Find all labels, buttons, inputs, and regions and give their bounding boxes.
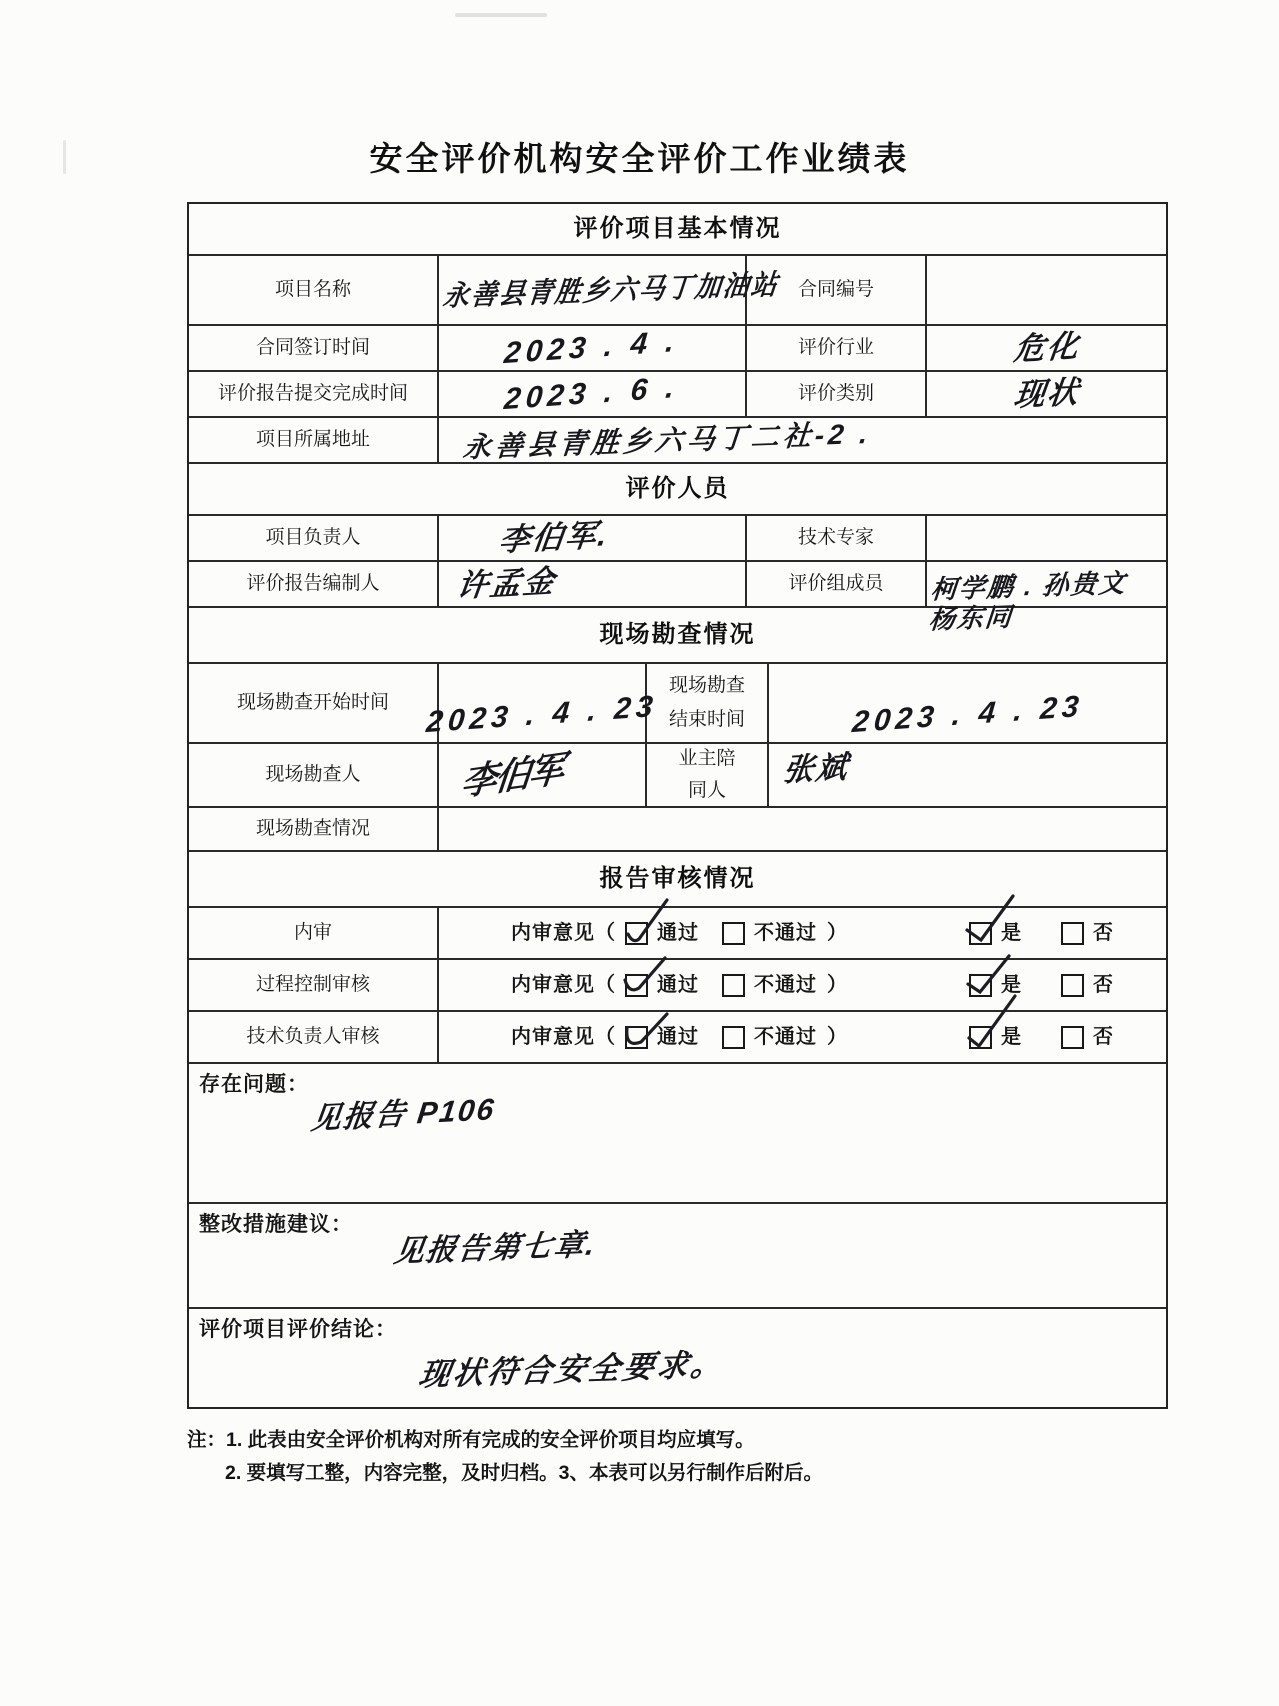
- section4-header: 报告审核情况: [599, 865, 756, 892]
- problems-row: [189, 1062, 1166, 1202]
- handwriting-team-members-line2: 杨东同: [927, 601, 1015, 635]
- surveyor-value: [437, 744, 645, 806]
- opinion-prefix: 内审意见（: [511, 973, 616, 996]
- process-control-audit-label: 过程控制审核: [255, 974, 370, 996]
- fail-label: 不通过: [754, 921, 817, 944]
- table-row: [189, 662, 1166, 742]
- handwriting-surveyor: 李伯军: [459, 746, 565, 804]
- handwriting-industry: 危化: [1011, 327, 1082, 367]
- handwriting-owner-escort: 张斌: [780, 749, 852, 788]
- no-label: 否: [1093, 1025, 1114, 1048]
- handwriting-survey-end: 2023 . 4 . 23: [850, 690, 1085, 740]
- pass-checkbox-checked: [625, 974, 648, 997]
- pass-checkbox-checked: [625, 1026, 648, 1049]
- no-label: 否: [1093, 973, 1114, 996]
- fail-checkbox-unchecked: [722, 974, 745, 997]
- yes-label: 是: [1001, 1025, 1022, 1048]
- table-row: [189, 370, 1166, 416]
- contract-date-label: 合同签订时间: [255, 337, 370, 359]
- performance-table: [187, 202, 1168, 1409]
- handwriting-contract-date: 2023 . 4 .: [503, 324, 681, 371]
- opinion-prefix: 内审意见（: [511, 1025, 616, 1048]
- address-label: 项目所属地址: [255, 429, 370, 451]
- survey-end-value: [767, 664, 1166, 742]
- survey-end-label-line1: 现场勘查: [668, 675, 745, 697]
- opinion-prefix: 内审意见（: [511, 921, 616, 944]
- category-value: [925, 372, 1166, 416]
- conclusion-cell: [189, 1309, 1166, 1407]
- no-checkbox-unchecked: [1061, 922, 1084, 945]
- report-submit-label: 评价报告提交完成时间: [217, 383, 408, 405]
- report-writer-label: 评价报告编制人: [246, 573, 380, 595]
- table-row: [189, 742, 1166, 806]
- rectification-cell: [189, 1204, 1166, 1307]
- team-members-label: 评价组成员: [745, 562, 925, 606]
- industry-label: 评价行业: [745, 326, 925, 370]
- handwriting-rectification: 见报告第七章.: [391, 1228, 599, 1269]
- project-leader-label: 项目负责人: [265, 527, 361, 549]
- opinion-suffix: ）: [827, 921, 848, 944]
- opinion-suffix: ）: [827, 973, 848, 996]
- section-header-row: [189, 606, 1166, 662]
- section-header-row: [189, 850, 1166, 906]
- contract-no-value: [925, 256, 1166, 324]
- category-label: 评价类别: [745, 372, 925, 416]
- handwriting-survey-start: 2023 . 4 . 23: [424, 690, 660, 740]
- section2-header: 评价人员: [625, 475, 730, 502]
- problems-label: 存在问题：: [199, 1073, 309, 1096]
- pass-label: 通过: [657, 973, 699, 996]
- pass-label: 通过: [657, 1025, 699, 1048]
- internal-audit-label: 内审: [293, 922, 332, 944]
- industry-value: [925, 326, 1166, 370]
- fail-checkbox-unchecked: [722, 922, 745, 945]
- table-row: [189, 324, 1166, 370]
- address-value: [437, 418, 1166, 462]
- conclusion-row: [189, 1307, 1166, 1407]
- problems-cell: [189, 1064, 1166, 1202]
- rectification-row: [189, 1202, 1166, 1307]
- audit-row: [189, 1010, 1166, 1062]
- table-row: [189, 806, 1166, 850]
- conclusion-label: 评价项目评价结论：: [199, 1318, 397, 1341]
- handwriting-report-writer: 许孟金: [455, 562, 559, 604]
- survey-situation-value: [437, 808, 1166, 850]
- handwriting-submit-date: 2023 . 6 .: [503, 370, 681, 417]
- opinion-suffix: ）: [827, 1025, 848, 1048]
- table-row: [189, 254, 1166, 324]
- survey-situation-label: 现场勘查情况: [255, 818, 370, 840]
- project-leader-value: [437, 516, 745, 560]
- footer-notes: [187, 1424, 1177, 1490]
- owner-escort-label: [645, 744, 767, 806]
- handwriting-category: 现状: [1011, 373, 1082, 413]
- yes-checkbox-checked: [969, 922, 992, 945]
- no-label: 否: [1093, 921, 1114, 944]
- survey-end-label: [645, 664, 767, 742]
- tech-expert-label: 技术专家: [745, 516, 925, 560]
- surveyor-label: 现场勘查人: [265, 764, 361, 786]
- report-submit-value: [437, 372, 745, 416]
- yes-checkbox-checked: [969, 974, 992, 997]
- no-checkbox-unchecked: [1061, 1026, 1084, 1049]
- fail-label: 不通过: [754, 1025, 817, 1048]
- owner-escort-value: [767, 744, 1166, 806]
- tech-leader-audit-label: 技术负责人审核: [246, 1026, 380, 1048]
- owner-escort-label-line2: 同人: [687, 780, 726, 801]
- scan-artifact: [455, 13, 547, 17]
- project-name-label: 项目名称: [274, 279, 351, 301]
- report-writer-value: [437, 562, 745, 606]
- project-name-value: [437, 256, 781, 324]
- audit-row: [189, 906, 1166, 958]
- handwriting-team-members: 柯学鹏 . 孙贵文: [929, 567, 1128, 605]
- team-members-value: [925, 562, 1166, 635]
- handwriting-project-name: 永善县青胜乡六马丁加油站: [441, 267, 781, 312]
- table-row: [189, 514, 1166, 560]
- section3-header: 现场勘查情况: [599, 621, 756, 648]
- process-control-audit-opinion: [437, 960, 1166, 1010]
- internal-audit-opinion: [437, 908, 1166, 958]
- handwriting-conclusion: 现状符合安全要求。: [416, 1346, 728, 1393]
- fail-checkbox-unchecked: [722, 1026, 745, 1049]
- survey-start-value: [424, 664, 660, 742]
- tech-expert-value: [925, 516, 1166, 560]
- survey-start-label: 现场勘查开始时间: [236, 692, 389, 714]
- yes-label: 是: [1001, 921, 1022, 944]
- rectification-label: 整改措施建议：: [199, 1213, 353, 1236]
- handwriting-project-leader: 李伯军.: [497, 516, 611, 558]
- contract-date-value: [437, 326, 745, 370]
- handwriting-address: 永善县青胜乡六马丁二社-2 .: [461, 417, 873, 463]
- pass-checkbox-checked: [625, 922, 648, 945]
- owner-escort-label-line1: 业主陪: [678, 748, 736, 770]
- table-row: [189, 416, 1166, 462]
- handwriting-problems: 见报告 P106: [309, 1093, 498, 1136]
- yes-label: 是: [1001, 973, 1022, 996]
- no-checkbox-unchecked: [1061, 974, 1084, 997]
- section-header-row: [189, 462, 1166, 514]
- pass-label: 通过: [657, 921, 699, 944]
- tech-leader-audit-opinion: [437, 1012, 1166, 1062]
- note-line-2: 2. 要填写工整，内容完整，及时归档。3、本表可以另行制作后附后。: [225, 1462, 824, 1485]
- document-title: 安全评价机构安全评价工作业绩表: [369, 140, 910, 177]
- section1-header: 评价项目基本情况: [573, 215, 782, 242]
- contract-no-label: 合同编号: [745, 256, 925, 324]
- note-line-1: 注：1. 此表由安全评价机构对所有完成的安全评价项目均应填写。: [187, 1429, 755, 1451]
- audit-row: [189, 958, 1166, 1010]
- yes-checkbox-checked: [969, 1026, 992, 1049]
- section-header-row: [189, 204, 1166, 254]
- fail-label: 不通过: [754, 973, 817, 996]
- survey-end-label-line2: 结束时间: [668, 709, 745, 730]
